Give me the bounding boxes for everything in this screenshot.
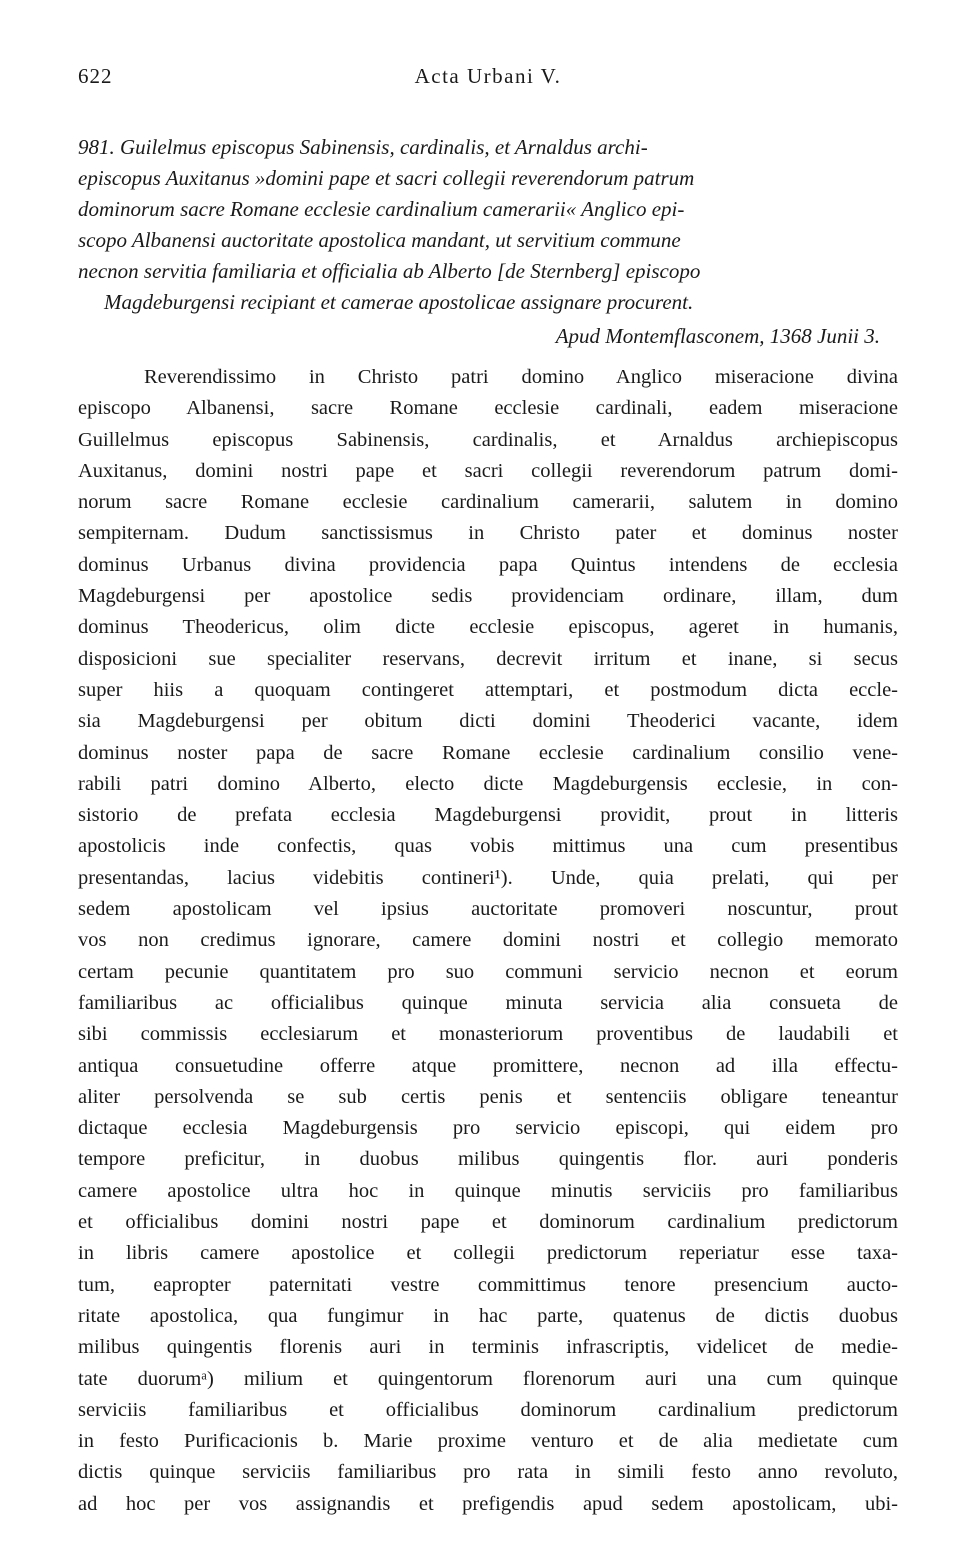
running-title: Acta Urbani V. — [414, 64, 562, 88]
body-line: Guillelmus episcopus Sabinensis, cardinalis, et Arnaldus archiepiscopus — [78, 428, 898, 451]
regest-line: 981. Guilelmus episcopus Sabinensis, cardinalis, et Arnaldus archi- — [78, 135, 648, 159]
body-line: vos non credimus ignorare, camere domini nostri et collegio memorato — [78, 929, 898, 952]
regest-summary — [78, 132, 898, 318]
regest-line: Magdeburgensi recipiant et camerae apostolicae assignare procurent. — [104, 290, 694, 314]
body-line: dictis quinque serviciis familiaribus pro rata in simili festo anno revoluto, — [78, 1461, 898, 1484]
body-line: dominus Urbanus divina providencia papa Quintus intendens de ecclesia — [78, 553, 898, 576]
body-line: antiqua consuetudine offerre atque promittere, necnon ad illa effectu- — [78, 1054, 898, 1077]
body-line: rabili patri domino Alberto, electo dicte Magdeburgensis ecclesie, in con- — [78, 772, 898, 795]
body-line: serviciis familiaribus et officialibus dominorum cardinalium predictorum — [78, 1398, 898, 1421]
regest-line: necnon servitia familiaria et officialia ab Alberto [de Sternberg] episcopo — [78, 259, 701, 283]
body-line: aliter persolvenda se sub certis penis et sentenciis obligare teneantur — [78, 1085, 898, 1108]
body-line: norum sacre Romane ecclesie cardinalium camerarii, salutem in domino — [78, 491, 898, 514]
body-line: apostolicis inde confectis, quas vobis mittimus una cum presentibus — [78, 835, 898, 858]
body-line: episcopo Albanensi, sacre Romane ecclesie cardinali, eadem miseracione — [78, 397, 898, 420]
body-line: sempiternam. Dudum sanctissismus in Christo pater et dominus noster — [78, 522, 898, 545]
body-line: certam pecunie quantitatem pro suo communi servicio necnon et eorum — [78, 960, 898, 983]
body-line: presentandas, lacius videbitis contineri¹). Unde, quia prelati, qui per — [78, 866, 898, 889]
body-line: familiaribus ac officialibus quinque minuta servicia alia consueta de — [78, 991, 898, 1014]
body-line: dominus noster papa de sacre Romane ecclesie cardinalium consilio vene- — [78, 741, 898, 764]
dateline: Apud Montemflasconem, 1368 Junii 3. — [555, 324, 880, 348]
body-line: milibus quingentis florenis auri in terminis infrascriptis, videlicet de medie- — [78, 1336, 898, 1359]
regest-line: episcopus Auxitanus »domini pape et sacri collegii reverendorum patrum — [78, 166, 695, 190]
body-line: Reverendissimo in Christo patri domino Anglico miseracione divina — [144, 366, 898, 388]
body-line: in libris camere apostolice et collegii predictorum reperiatur esse taxa- — [78, 1242, 898, 1265]
page-number: 622 — [78, 64, 113, 88]
body-line: sedem apostolicam vel ipsius auctoritate promoveri noscuntur, prout — [78, 898, 898, 921]
body-line: Auxitanus, domini nostri pape et sacri collegii reverendorum patrum domi- — [78, 459, 898, 482]
page-header — [78, 64, 898, 96]
regest-line: scopo Albanensi auctoritate apostolica mandant, ut servitium commune — [78, 228, 681, 252]
body-line: camere apostolice ultra hoc in quinque minutis serviciis pro familiaribus — [78, 1179, 898, 1202]
body-line: ritate apostolica, qua fungimur in hac parte, quatenus de dictis duobus — [78, 1304, 898, 1327]
body-line: sistorio de prefata ecclesia Magdeburgensi providit, prout in litteris — [78, 804, 898, 827]
body-line: tum, eapropter paternitati vestre committimus tenore presencium aucto- — [78, 1273, 898, 1296]
body-line: Magdeburgensi per apostolice sedis providenciam ordinare, illam, dum — [78, 585, 898, 608]
letter-body — [78, 362, 898, 1520]
body-line: disposicioni sue specialiter reservans, decrevit irritum et inane, si secus — [78, 647, 898, 670]
body-line: dominus Theodericus, olim dicte ecclesie episcopus, ageret in humanis, — [78, 616, 898, 639]
body-line: super hiis a quoquam contingeret attemptari, et postmodum dicta eccle- — [78, 678, 898, 701]
body-line: tate duorumᵃ) milium et quingentorum florenorum auri una cum quinque — [78, 1367, 898, 1390]
body-line: dictaque ecclesia Magdeburgensis pro servicio episcopi, qui eidem pro — [78, 1117, 898, 1140]
body-line: in festo Purificacionis b. Marie proxime venturo et de alia medietate cum — [78, 1430, 898, 1453]
body-line: sibi commissis ecclesiarum et monasteriorum proventibus de laudabili et — [78, 1023, 898, 1046]
body-line: ad hoc per vos assignandis et prefigendis apud sedem apostolicam, ubi- — [78, 1492, 898, 1515]
body-line: tempore preficitur, in duobus milibus quingentis flor. auri ponderis — [78, 1148, 898, 1171]
body-line: sia Magdeburgensi per obitum dicti domini Theoderici vacante, idem — [78, 710, 898, 733]
body-line: et officialibus domini nostri pape et dominorum cardinalium predictorum — [78, 1211, 898, 1234]
regest-line: dominorum sacre Romane ecclesie cardinalium camerarii« Anglico epi- — [78, 197, 685, 221]
